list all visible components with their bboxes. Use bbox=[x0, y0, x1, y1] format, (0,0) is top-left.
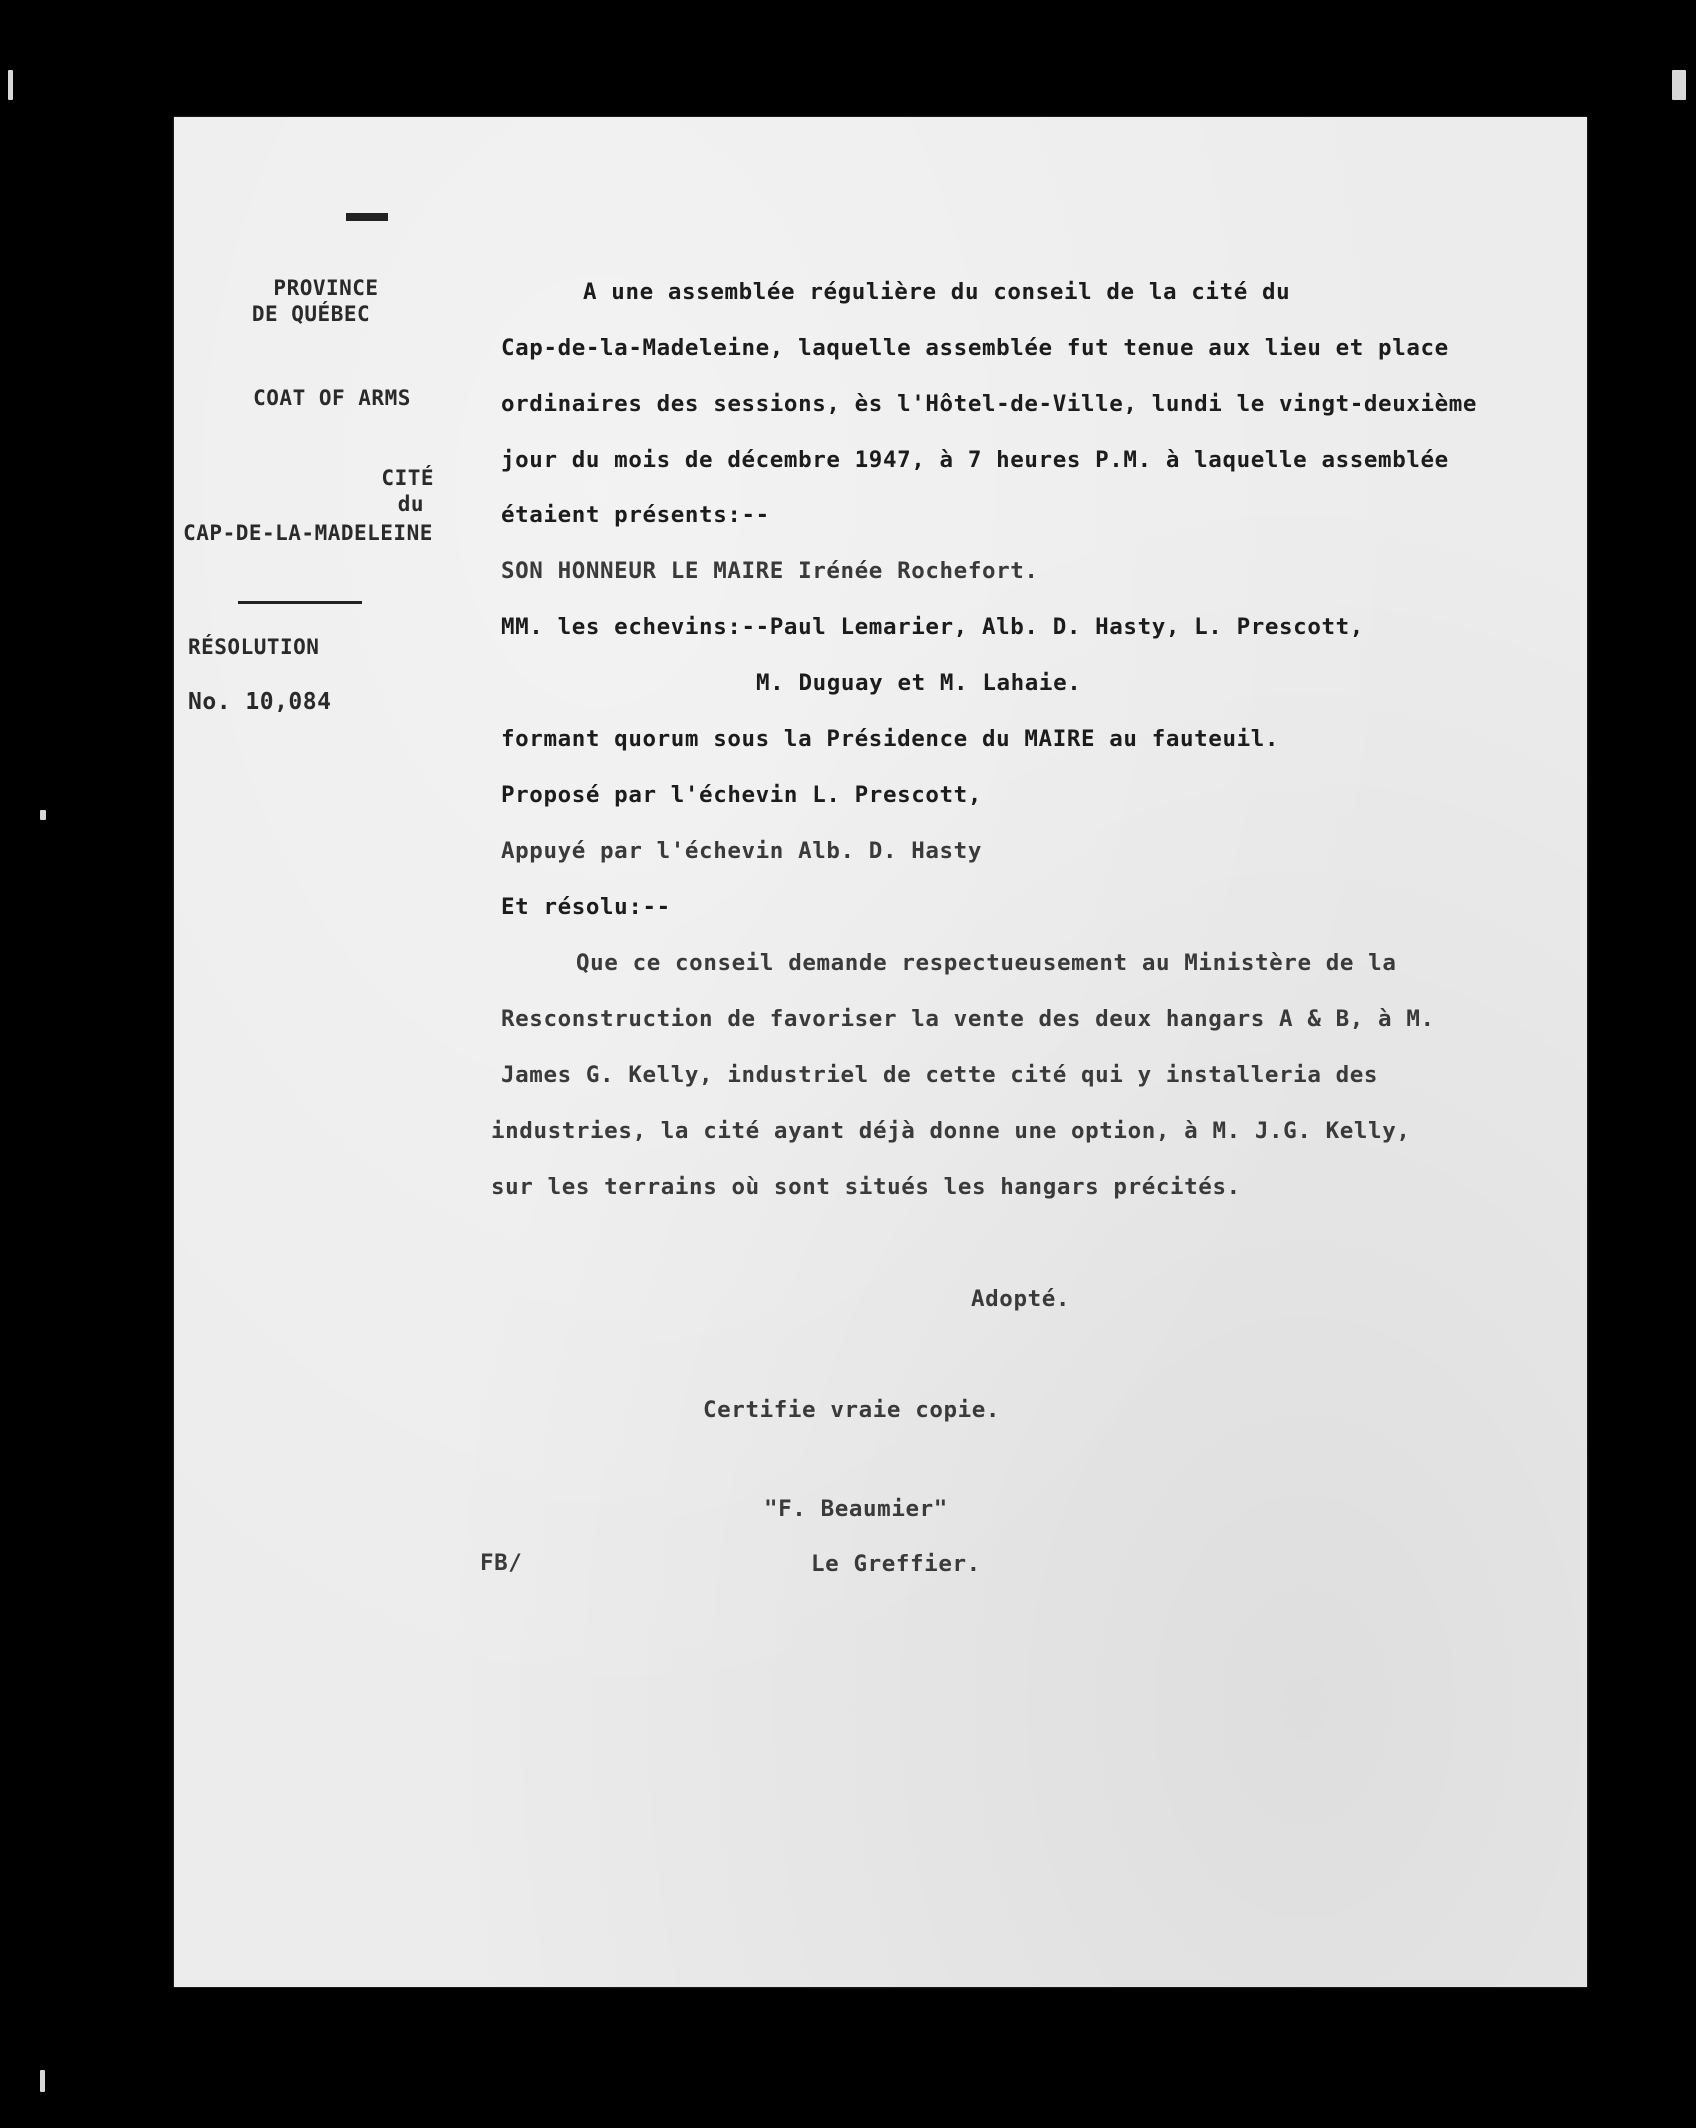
city-name bbox=[168, 520, 448, 546]
city-line-2: du bbox=[397, 492, 424, 516]
adopted-line: Adopté. bbox=[971, 1286, 1071, 1312]
resolution-line-3: James G. Kelly, industriel de cette cité qui y installeria des bbox=[501, 1062, 1379, 1088]
resolution-line-1: Que ce conseil demande respectueusement au Ministère de la bbox=[576, 950, 1397, 976]
province-line-1: PROVINCE bbox=[273, 276, 379, 300]
preamble-line-3: ordinaires des sessions, ès l'Hôtel-de-Ville, lundi le vingt-deuxième bbox=[501, 391, 1478, 417]
resolution-number bbox=[188, 689, 418, 715]
resolution-label bbox=[188, 634, 418, 660]
proposed-line: Proposé par l'échevin L. Prescott, bbox=[501, 782, 982, 808]
seconded-line: Appuyé par l'échevin Alb. D. Hasty bbox=[501, 838, 982, 864]
preamble-line-1: A une assemblée régulière du conseil de la cité du bbox=[583, 279, 1291, 305]
province-heading bbox=[216, 275, 436, 327]
resolution-line-5: sur les terrains où sont situés les hangars précités. bbox=[491, 1174, 1241, 1200]
certified-line: Certifie vraie copie. bbox=[703, 1397, 1001, 1423]
aldermen-line-2: M. Duguay et M. Lahaie. bbox=[756, 670, 1082, 696]
margin-divider bbox=[238, 601, 362, 604]
mayor-line: SON HONNEUR LE MAIRE Irénée Rochefort. bbox=[501, 558, 1039, 584]
coat-of-arms-label bbox=[174, 385, 490, 411]
city-line-3: CAP-DE-LA-MADELEINE bbox=[183, 521, 433, 545]
film-edge-mark-bottom bbox=[40, 2070, 45, 2092]
initials-line: FB/ bbox=[480, 1550, 523, 1576]
film-edge-mark-left bbox=[40, 810, 46, 820]
resolution-label-text: RÉSOLUTION bbox=[188, 635, 320, 659]
preamble-line-4: jour du mois de décembre 1947, à 7 heures P.M. à laquelle assemblée bbox=[501, 447, 1449, 473]
aldermen-line-1: MM. les echevins:--Paul Lemarier, Alb. D. Hasty, L. Prescott, bbox=[501, 614, 1364, 640]
preamble-line-5: étaient présents:-- bbox=[501, 502, 770, 528]
coat-of-arms-text: COAT OF ARMS bbox=[253, 386, 411, 410]
resolution-line-2: Resconstruction de favoriser la vente des deux hangars A & B, à M. bbox=[501, 1006, 1435, 1032]
city-heading bbox=[174, 465, 444, 517]
signature-line: "F. Beaumier" bbox=[764, 1496, 948, 1522]
resolution-line-4: industries, la cité ayant déjà donne une option, à M. J.G. Kelly, bbox=[491, 1118, 1411, 1144]
document-page bbox=[174, 117, 1587, 1987]
header-smudge bbox=[346, 213, 388, 221]
film-edge-mark-top bbox=[8, 70, 13, 100]
clerk-line: Le Greffier. bbox=[811, 1551, 981, 1577]
city-line-1: CITÉ bbox=[381, 466, 434, 490]
resolved-line: Et résolu:-- bbox=[501, 894, 671, 920]
preamble-line-2: Cap-de-la-Madeleine, laquelle assemblée fut tenue aux lieu et place bbox=[501, 335, 1449, 361]
film-edge-mark-right bbox=[1672, 70, 1686, 100]
quorum-line: formant quorum sous la Présidence du MAIRE au fauteuil. bbox=[501, 726, 1280, 752]
province-line-2: DE QUÉBEC bbox=[251, 302, 371, 326]
resolution-number-text: No. 10,084 bbox=[188, 689, 332, 715]
